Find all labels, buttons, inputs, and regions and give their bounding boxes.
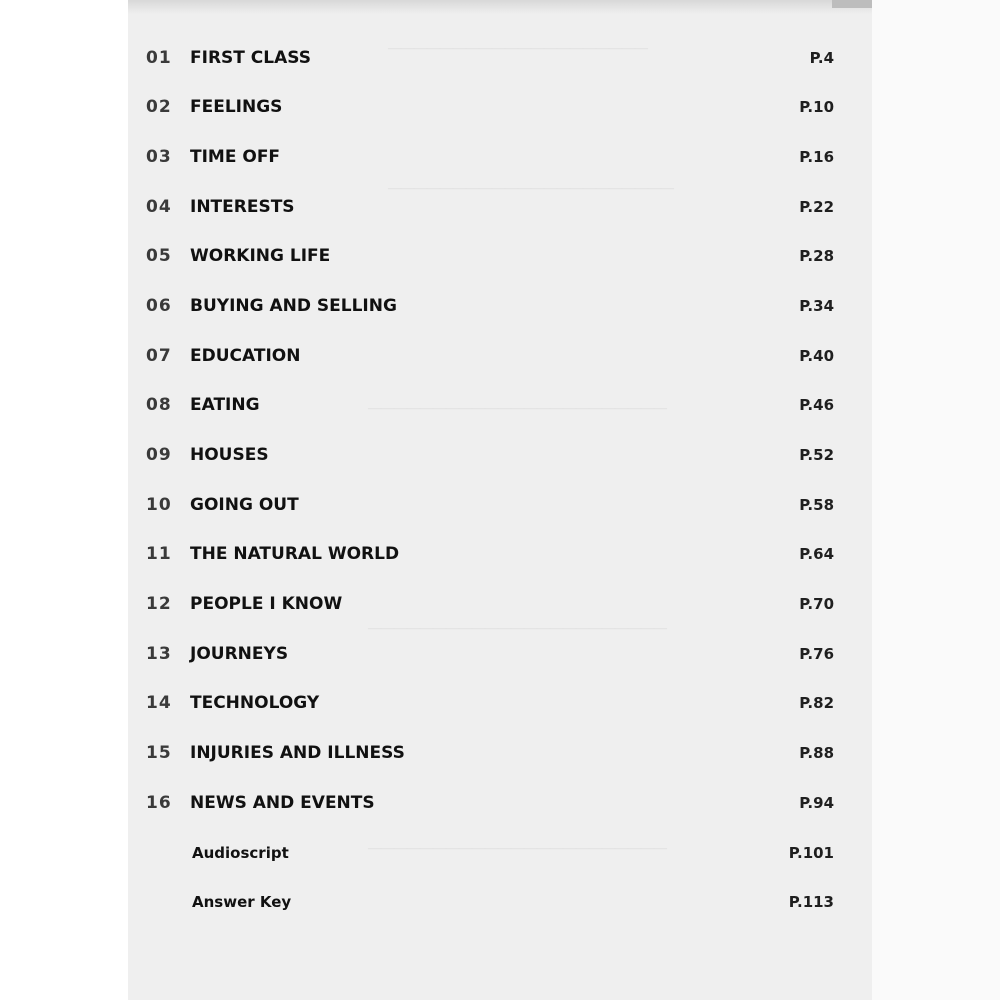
- unit-number: 10: [146, 495, 172, 515]
- unit-title: JOURNEYS: [190, 644, 289, 664]
- show-through-text: ———————————————————————: [368, 840, 667, 855]
- section-title: Audioscript: [192, 844, 289, 862]
- show-through-text: ——————————————————————: [388, 180, 674, 195]
- toc-entry[interactable]: [128, 192, 872, 222]
- toc-entry[interactable]: [128, 43, 872, 73]
- unit-title: WORKING LIFE: [190, 246, 331, 266]
- page-number: P.76: [799, 645, 834, 663]
- unit-number: 14: [146, 693, 172, 713]
- toc-entry[interactable]: [128, 490, 872, 520]
- toc-entry[interactable]: [128, 788, 872, 818]
- unit-title: THE NATURAL WORLD: [190, 544, 400, 564]
- unit-number: 02: [146, 97, 172, 117]
- page-number: P.10: [799, 98, 834, 116]
- page-number: P.46: [799, 396, 834, 414]
- page-number: P.52: [799, 446, 834, 464]
- page-number: P.58: [799, 496, 834, 514]
- unit-title: TIME OFF: [190, 147, 281, 167]
- toc-entry[interactable]: [128, 241, 872, 271]
- unit-number: 01: [146, 48, 172, 68]
- toc-entry-audioscript[interactable]: [128, 838, 872, 868]
- page-top-shadow: [128, 0, 872, 14]
- unit-title: BUYING AND SELLING: [190, 296, 397, 316]
- scan-margin: [872, 0, 1000, 1000]
- unit-number: 05: [146, 246, 172, 266]
- unit-title: EATING: [190, 395, 260, 415]
- unit-title: FIRST CLASS: [190, 48, 311, 68]
- unit-title: EDUCATION: [190, 346, 301, 366]
- show-through-text: ———————————————————————: [368, 620, 667, 635]
- toc-entry[interactable]: [128, 341, 872, 371]
- unit-title: TECHNOLOGY: [190, 693, 320, 713]
- unit-number: 07: [146, 346, 172, 366]
- page-corner-tab: [832, 0, 872, 8]
- unit-title: INJURIES AND ILLNESS: [190, 743, 405, 763]
- page-number: P.94: [799, 794, 834, 812]
- contents-page: [128, 0, 872, 1000]
- page-number: P.16: [799, 148, 834, 166]
- unit-number: 15: [146, 743, 172, 763]
- toc-entry[interactable]: [128, 390, 872, 420]
- toc-entry[interactable]: [128, 688, 872, 718]
- toc-entry[interactable]: [128, 738, 872, 768]
- unit-number: 03: [146, 147, 172, 167]
- unit-number: 16: [146, 793, 172, 813]
- toc-entry[interactable]: [128, 440, 872, 470]
- page-number: P.101: [788, 844, 834, 862]
- unit-title: PEOPLE I KNOW: [190, 594, 343, 614]
- unit-title: HOUSES: [190, 445, 269, 465]
- unit-number: 13: [146, 644, 172, 664]
- section-title: Answer Key: [192, 893, 292, 911]
- page-number: P.64: [799, 545, 834, 563]
- toc-entry[interactable]: [128, 142, 872, 172]
- unit-title: NEWS AND EVENTS: [190, 793, 375, 813]
- page-number: P.28: [799, 247, 834, 265]
- toc-entry[interactable]: [128, 92, 872, 122]
- page-number: P.22: [799, 198, 834, 216]
- page-number: P.4: [809, 49, 834, 67]
- unit-title: FEELINGS: [190, 97, 283, 117]
- show-through-text: ———————————————————————: [368, 400, 667, 415]
- toc-entry[interactable]: [128, 539, 872, 569]
- toc-entry[interactable]: [128, 639, 872, 669]
- unit-number: 08: [146, 395, 172, 415]
- unit-title: GOING OUT: [190, 495, 299, 515]
- toc-entry[interactable]: [128, 291, 872, 321]
- toc-entry[interactable]: [128, 589, 872, 619]
- page-number: P.40: [799, 347, 834, 365]
- page-number: P.88: [799, 744, 834, 762]
- unit-number: 11: [146, 544, 172, 564]
- table-of-contents: [128, 0, 872, 1000]
- unit-number: 12: [146, 594, 172, 614]
- page-number: P.34: [799, 297, 834, 315]
- page-number: P.113: [788, 893, 834, 911]
- page-number: P.82: [799, 694, 834, 712]
- unit-number: 04: [146, 197, 172, 217]
- unit-title: INTERESTS: [190, 197, 295, 217]
- show-through-text: ————————————————————: [388, 40, 648, 55]
- page-number: P.70: [799, 595, 834, 613]
- unit-number: 06: [146, 296, 172, 316]
- unit-number: 09: [146, 445, 172, 465]
- toc-entry-answer-key[interactable]: [128, 887, 872, 917]
